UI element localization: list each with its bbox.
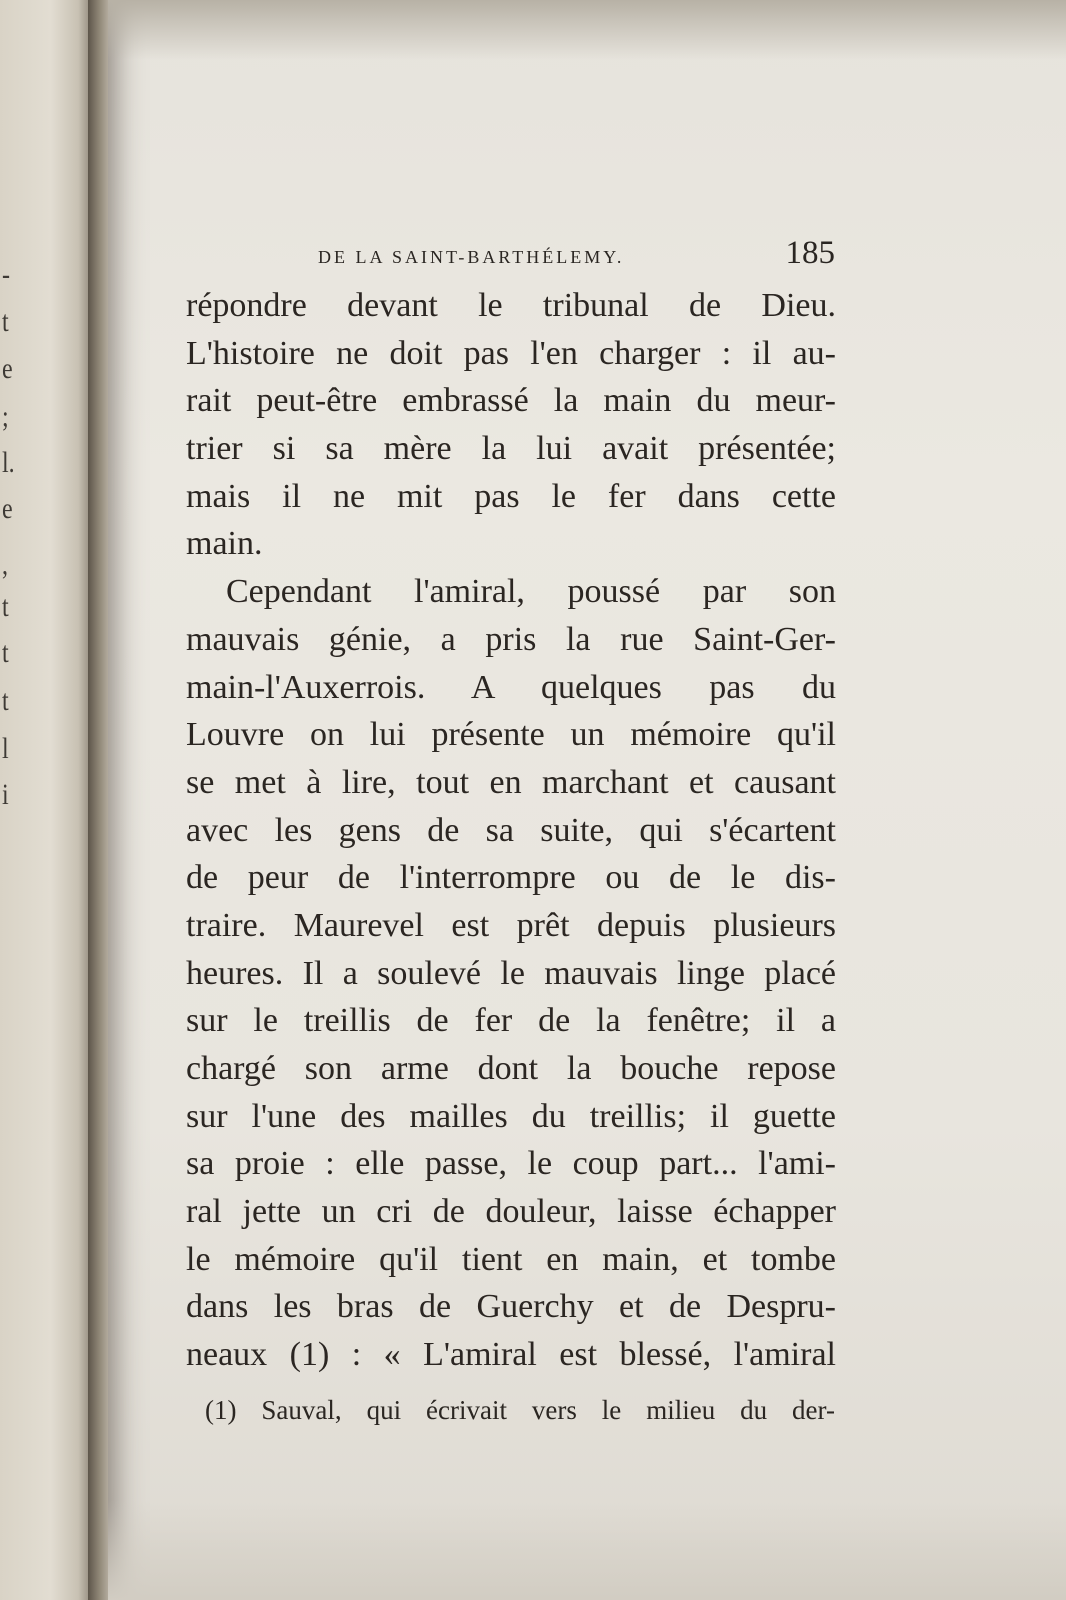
left-page-fragment: e <box>2 492 13 525</box>
running-title: DE LA SAINT-BARTHÉLEMY. <box>318 247 625 267</box>
text-line: traire. Maurevel est prêt depuis plusieurs <box>186 906 836 944</box>
left-page-fragment: t <box>2 636 9 669</box>
text-line: Louvre on lui présente un mémoire qu'il <box>186 716 836 754</box>
text-line: trier si sa mère la lui avait présentée; <box>186 430 836 468</box>
text-line: mauvais génie, a pris la rue Saint-Ger- <box>186 620 836 658</box>
text-line: sur l'une des mailles du treillis; il guette <box>186 1097 836 1135</box>
left-page-fragment: ‐ <box>2 258 10 291</box>
text-line: main-l'Auxerrois. A quelques pas du <box>186 668 836 706</box>
text-line: dans les bras de Guerchy et de Despru- <box>186 1288 836 1326</box>
text-line: avec les gens de sa suite, qui s'écartent <box>186 811 836 849</box>
text-line: chargé son arme dont la bouche repose <box>186 1050 836 1087</box>
page-bottom-shading <box>108 1500 1066 1600</box>
text-line: ral jette un cri de douleur, laisse échapper <box>186 1193 836 1231</box>
text-line: de peur de l'interrompre ou de le dis- <box>186 859 836 897</box>
text-line: mais il ne mit pas le fer dans cette <box>186 477 836 515</box>
text-line: main. <box>186 525 263 563</box>
text-line: Cependant l'amiral, poussé par son <box>226 573 836 611</box>
text-line: sa proie : elle passe, le coup part... l'ami- <box>186 1145 836 1183</box>
text-line: répondre devant le tribunal de Dieu. <box>186 287 836 324</box>
body-text <box>186 282 836 1379</box>
left-page-fragment: l <box>2 732 9 765</box>
left-page-fragment: t <box>2 305 9 338</box>
left-page-fragment: t <box>2 684 9 717</box>
text-line: le mémoire qu'il tient en main, et tombe <box>186 1240 836 1278</box>
running-head <box>210 235 835 275</box>
text-line: sur le treillis de fer de la fenêtre; il a <box>186 1002 836 1040</box>
left-page-fragment: t <box>2 590 9 623</box>
text-line: neaux (1) : « L'amiral est blessé, l'amiral <box>186 1336 836 1374</box>
text-line: se met à lire, tout en marchant et causant <box>186 763 836 801</box>
text-line: heures. Il a soulevé le mauvais linge placé <box>186 954 836 992</box>
left-page-fragment: e <box>2 352 13 385</box>
left-page-fragment: i <box>2 778 9 811</box>
text-line: L'histoire ne doit pas l'en charger : il au- <box>186 334 836 372</box>
left-page-edge <box>0 0 92 1600</box>
left-page-fragment: , <box>2 548 8 581</box>
text-line: rait peut-être embrassé la main du meur- <box>186 382 836 420</box>
footnote: (1) Sauval, qui écrivait vers le milieu du der- <box>205 1395 835 1425</box>
left-page-fragment: ; <box>2 400 9 433</box>
left-page-fragment: l. <box>2 446 15 479</box>
page-number: 185 <box>785 235 835 271</box>
